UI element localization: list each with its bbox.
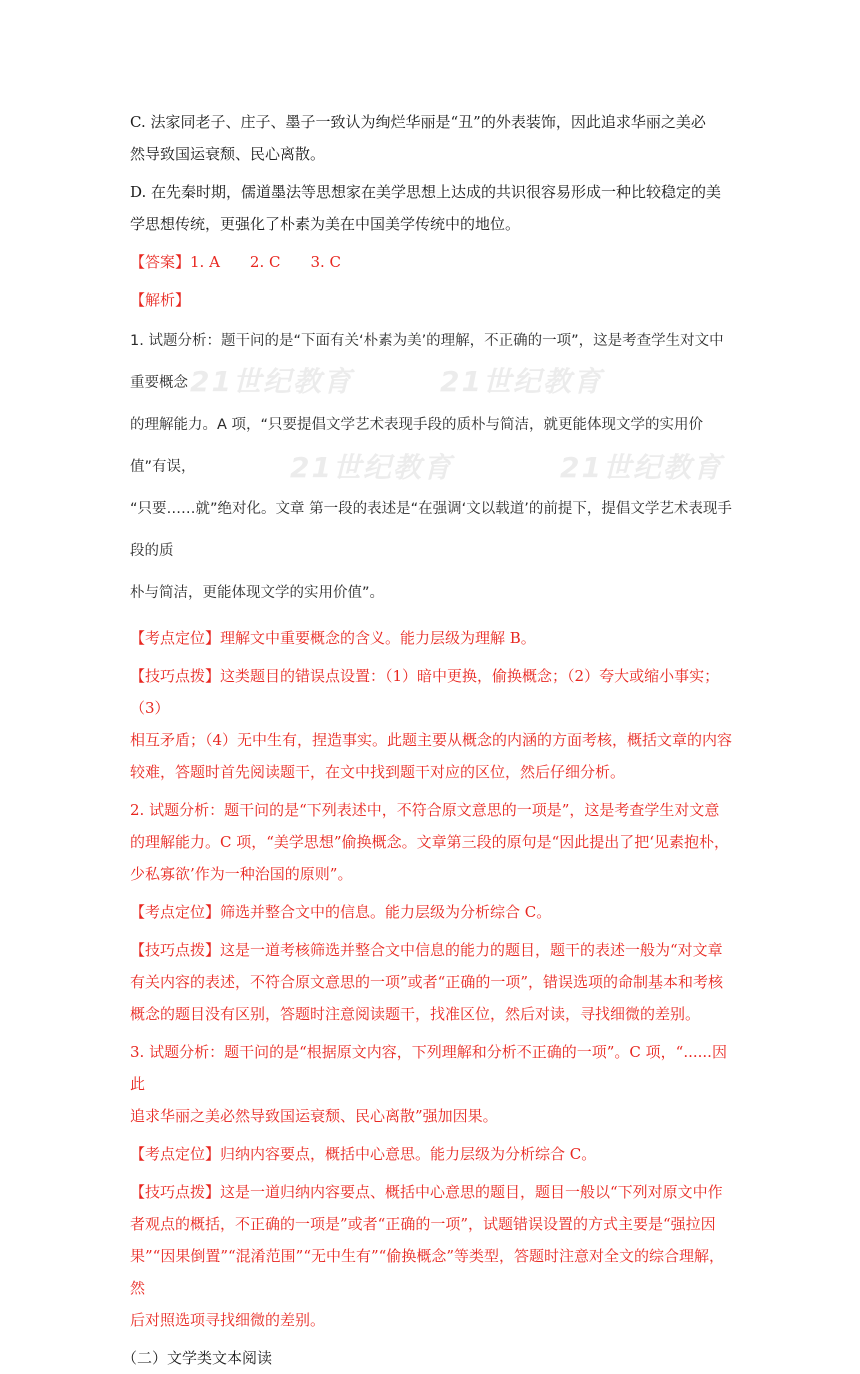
analysis-3-line2: 追求华丽之美必然导致国运衰颓、民心离散”强加因果。	[130, 1107, 498, 1125]
option-c-line2: 然导致国运衰颓、民心离散。	[130, 145, 326, 163]
scanned-analysis-block	[130, 320, 736, 614]
section-heading: （二）文学类文本阅读	[122, 1349, 273, 1367]
watermark: 21世纪教育	[560, 451, 723, 484]
tip-1-line1: 【技巧点拨】这类题目的错误点设置：（1）暗中更换，偷换概念；（2）夸大或缩小事实；（3）	[130, 667, 720, 717]
watermark: 21世纪教育	[440, 365, 603, 398]
point-location-1: 【考点定位】理解文中重要概念的含义。能力层级为理解 B。	[130, 629, 536, 647]
analysis-2-line2: 的理解能力。C 项，“美学思想”偷换概念。文章第三段的原句是“因此提出了把‘见素抱朴，	[130, 833, 730, 851]
analysis-1-line2: 的理解能力。A 项，“只要提倡文学艺术表现手段的质朴与简洁，就更能体现文学的实用价值”有误，	[130, 417, 704, 475]
option-d-line2: 学思想传统，更强化了朴素为美在中国美学传统中的地位。	[130, 215, 521, 233]
tip-3-line3: 果”“因果倒置”“混淆范围”“无中生有”“偷换概念”等类型，答题时注意对全文的综合理解，然	[130, 1247, 725, 1297]
tip-1-line2: 相互矛盾；（4）无中生有，捏造事实。此题主要从概念的内涵的方面考核，概括文章的内容	[130, 731, 733, 749]
watermark: 21世纪教育	[190, 365, 353, 398]
tip-3-line4: 后对照选项寻找细微的差别。	[130, 1311, 326, 1329]
option-c-line1: C. 法家同老子、庄子、墨子一致认为绚烂华丽是“丑”的外表装饰，因此追求华丽之美必	[130, 113, 706, 131]
answer-line: 【答案】1. A 2. C 3. C	[130, 253, 342, 271]
analysis-2-line3: 少私寡欲’作为一种治国的原则”。	[130, 865, 353, 883]
tip-2-line1: 【技巧点拨】这是一道考核筛选并整合文中信息的能力的题目，题干的表述一般为“对文章	[130, 941, 723, 959]
page-content	[122, 106, 736, 1374]
analysis-1-line1: 1. 试题分析：题干问的是“下面有关‘朴素为美’的理解，不正确的一项”，这是考查学生对文中重要概念	[130, 333, 724, 391]
analysis-3-line1: 3. 试题分析：题干问的是“根据原文内容，下列理解和分析不正确的一项”。C 项，“......因此	[130, 1043, 727, 1093]
tip-2-line3: 概念的题目没有区别，答题时注意阅读题干，找准区位，然后对读，寻找细微的差别。	[130, 1005, 701, 1023]
analysis-1-line4: 朴与简洁，更能体现文学的实用价值”。	[130, 585, 385, 601]
tip-3-line2: 者观点的概括，不正确的一项是”或者“正确的一项”，试题错误设置的方式主要是“强拉因	[130, 1215, 716, 1233]
option-d-line1: D. 在先秦时期，儒道墨法等思想家在美学思想上达成的共识很容易形成一种比较稳定的美	[130, 183, 722, 201]
tip-2-line2: 有关内容的表述，不符合原文意思的一项”或者“正确的一项”，错误选项的命制基本和考核	[130, 973, 724, 991]
analysis-2-line1: 2. 试题分析：题干问的是“下列表述中，不符合原文意思的一项是”，这是考查学生对文意	[130, 801, 720, 819]
tip-1-line3: 较难，答题时首先阅读题干，在文中找到题干对应的区位，然后仔细分析。	[130, 763, 626, 781]
analysis-heading: 【解析】	[130, 291, 191, 309]
point-location-2: 【考点定位】筛选并整合文中的信息。能力层级为分析综合 C。	[130, 903, 552, 921]
watermark: 21世纪教育	[290, 451, 453, 484]
point-location-3: 【考点定位】归纳内容要点，概括中心意思。能力层级为分析综合 C。	[130, 1145, 597, 1163]
tip-3-line1: 【技巧点拨】这是一道归纳内容要点、概括中心意思的题目，题目一般以“下列对原文中作	[130, 1183, 723, 1201]
analysis-1-line3: “只要……就”绝对化。文章 第一段的表述是“在强调‘文以载道’的前提下，提倡文学艺术表现手段的质	[130, 501, 732, 559]
